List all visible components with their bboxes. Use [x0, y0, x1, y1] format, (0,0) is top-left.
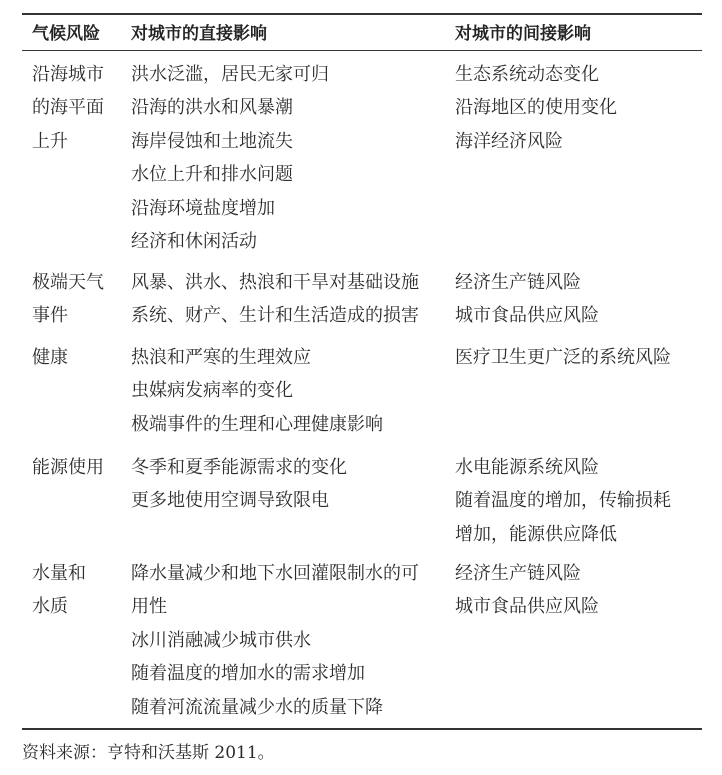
direct-impact-item: 降水量减少和地下水回灌限制水的可 — [131, 563, 419, 584]
direct-impact-item: 虫媒病发病率的变化 — [131, 380, 293, 402]
direct-impact-item: 沿海的洪水和风暴潮 — [131, 97, 293, 119]
indirect-impact-item: 城市食品供应风险 — [455, 596, 599, 618]
table-bottom-rule — [22, 728, 702, 730]
risk-cell — [32, 266, 122, 333]
risk-label-line: 水质 — [32, 596, 68, 618]
indirect-impact-item: 增加，能源供应降低 — [455, 523, 617, 545]
risk-label-line: 健康 — [32, 347, 68, 368]
indirect-impact-item: 经济生产链风险 — [455, 272, 581, 293]
indirect-impact-cell — [455, 341, 700, 374]
risk-cell — [32, 58, 122, 158]
direct-impact-cell — [131, 58, 441, 258]
direct-impact-cell — [131, 451, 441, 518]
risk-label-line: 事件 — [32, 305, 68, 327]
indirect-impact-item: 生态系统动态变化 — [455, 64, 599, 85]
direct-impact-item: 经济和休闲活动 — [131, 231, 257, 253]
indirect-impact-item: 经济生产链风险 — [455, 563, 581, 584]
direct-impact-item: 更多地使用空调导致限电 — [131, 490, 329, 512]
indirect-impact-cell — [455, 58, 700, 158]
risk-label-line: 极端天气 — [32, 272, 104, 293]
indirect-impact-cell — [455, 266, 700, 333]
risk-label-line: 能源使用 — [32, 457, 104, 478]
header-direct-impact: 对城市的直接影响 — [131, 24, 267, 44]
direct-impact-cell — [131, 266, 441, 333]
indirect-impact-item: 城市食品供应风险 — [455, 305, 599, 327]
risk-label-line: 上升 — [32, 130, 68, 152]
direct-impact-item: 随着河流流量减少水的质量下降 — [131, 696, 383, 718]
risk-label-line: 的海平面 — [32, 97, 104, 119]
header-indirect-impact: 对城市的间接影响 — [455, 24, 591, 44]
direct-impact-item: 沿海环境盐度增加 — [131, 197, 275, 219]
indirect-impact-cell — [455, 451, 700, 551]
header-climate-risk: 气候风险 — [32, 24, 100, 44]
risk-cell — [32, 341, 122, 374]
indirect-impact-item: 海洋经济风险 — [455, 130, 563, 152]
indirect-impact-item: 沿海地区的使用变化 — [455, 97, 617, 119]
table-top-rule — [22, 13, 702, 15]
indirect-impact-cell — [455, 557, 700, 624]
direct-impact-cell — [131, 341, 441, 441]
direct-impact-item: 热浪和严寒的生理效应 — [131, 347, 311, 368]
source-note: 资料来源：亨特和沃基斯 2011。 — [22, 743, 275, 763]
direct-impact-cell — [131, 557, 441, 724]
indirect-impact-item: 医疗卫生更广泛的系统风险 — [455, 347, 671, 368]
direct-impact-item: 冰川消融减少城市供水 — [131, 629, 311, 651]
direct-impact-item: 冬季和夏季能源需求的变化 — [131, 457, 347, 478]
direct-impact-item: 海岸侵蚀和土地流失 — [131, 130, 293, 152]
direct-impact-item: 水位上升和排水问题 — [131, 164, 293, 186]
indirect-impact-item: 随着温度的增加，传输损耗 — [455, 490, 671, 512]
risk-cell — [32, 557, 122, 624]
direct-impact-item: 洪水泛滥，居民无家可归 — [131, 64, 329, 85]
table-header-rule — [22, 50, 702, 51]
direct-impact-item: 用性 — [131, 596, 167, 618]
direct-impact-item: 极端事件的生理和心理健康影响 — [131, 413, 383, 435]
direct-impact-item: 风暴、洪水、热浪和干旱对基础设施 — [131, 272, 419, 293]
direct-impact-item: 随着温度的增加水的需求增加 — [131, 663, 365, 685]
risk-label-line: 水量和 — [32, 563, 86, 584]
indirect-impact-item: 水电能源系统风险 — [455, 457, 599, 478]
risk-label-line: 沿海城市 — [32, 64, 104, 85]
risk-cell — [32, 451, 122, 484]
direct-impact-item: 系统、财产、生计和生活造成的损害 — [131, 305, 419, 327]
